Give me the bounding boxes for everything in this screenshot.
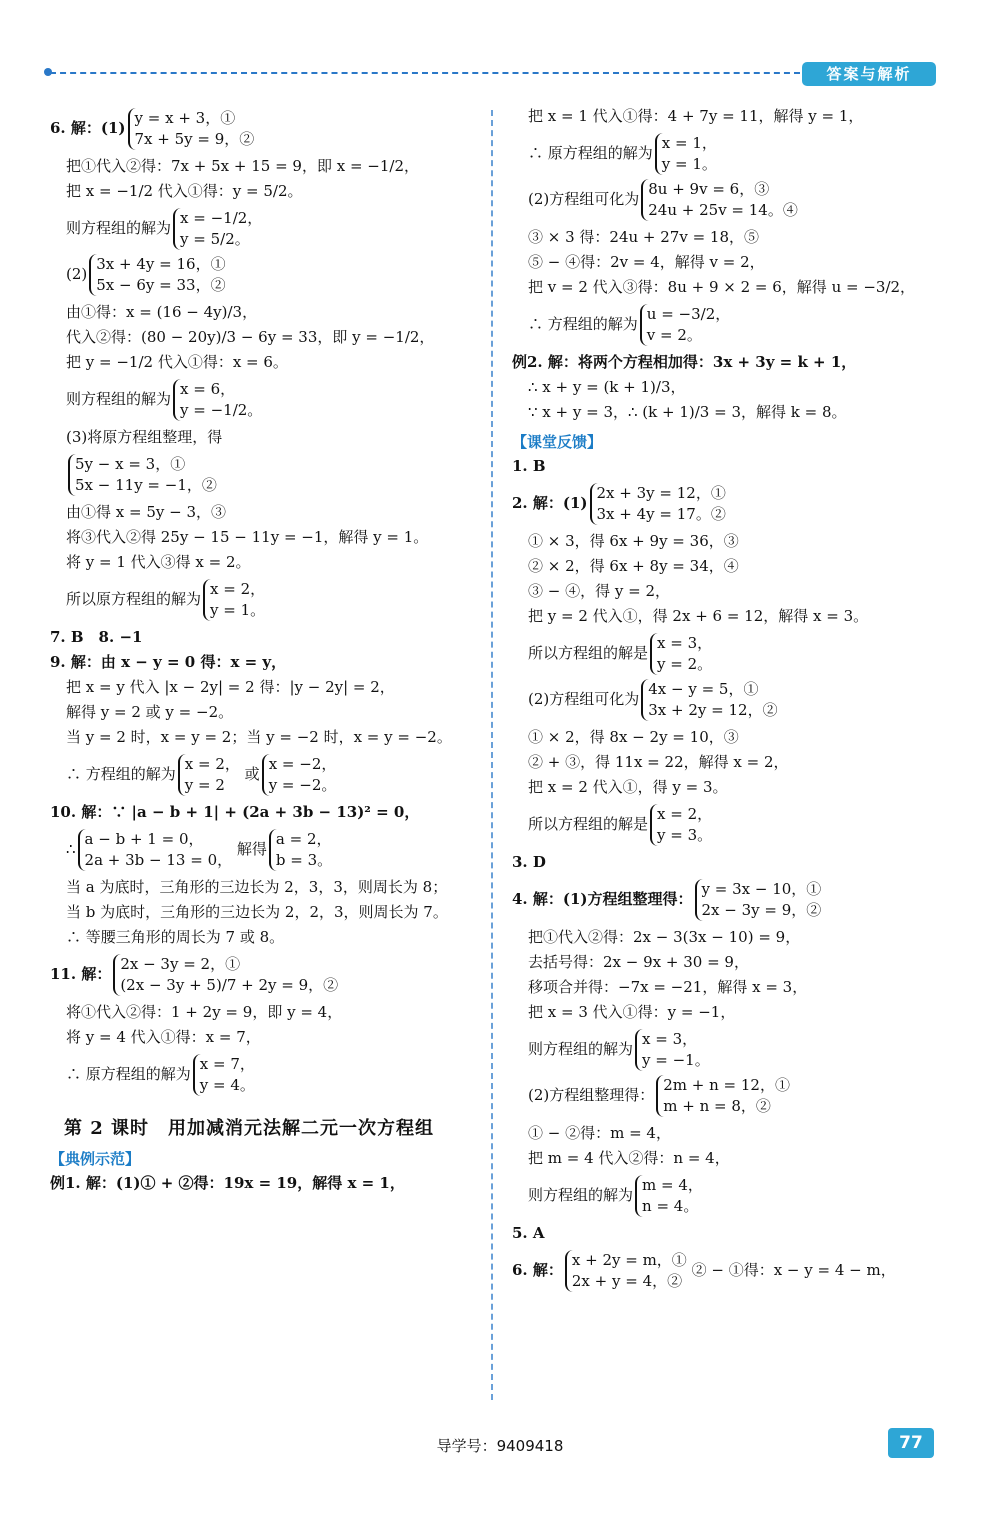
system: x = 2， y = 2 [178, 754, 240, 796]
step: 把 x = 2 代入①，得 y = 3。 [528, 778, 728, 796]
system: 3x + 4y = 16，① 5x − 6y = 33，② [89, 254, 225, 296]
system: x + 2y = m，① 2x + y = 4，② [565, 1250, 687, 1292]
step: 将①代入②得：1 + 2y = 9，即 y = 4， [66, 1003, 343, 1021]
problem-10: 10. 解：∵ |a − b + 1| + (2a + 3b − 13)² = 0， [50, 803, 420, 821]
system-block: (2)方程组整理得： 2m + n = 12，① m + n = 8，② [528, 1076, 790, 1115]
system: a − b + 1 = 0， 2a + 3b − 13 = 0， [78, 829, 233, 871]
result: ∴ 原方程组的解为 x = 7， y = 4。 [66, 1055, 255, 1094]
problem-6-1: 6. 解：(1) y = x + 3，① 7x + 5y = 9，② [50, 109, 255, 148]
system-block: ∴ a − b + 1 = 0， 2a + 3b − 13 = 0， 解得 a = 2， b = 3。 [66, 830, 333, 869]
problem-2-1: 2. 解：(1) 2x + 3y = 12，① 3x + 4y = 17。② [512, 484, 726, 523]
header-rule [50, 72, 800, 74]
problem-11: 11. 解： 2x − 3y = 2，① (2x − 3y + 5)/7 + 2y = 9，② [50, 955, 339, 994]
problem-9: 9. 解：由 x − y = 0 得：x = y， [50, 653, 287, 671]
system: x = 2， y = 1。 [203, 579, 265, 621]
step: 将 y = 1 代入③得 x = 2。 [66, 553, 251, 571]
system: u = −3/2， v = 2。 [640, 304, 730, 346]
header-badge: 答案与解析 [802, 62, 936, 86]
step: ① × 3，得 6x + 9y = 36，③ [528, 532, 739, 550]
result: 则方程组的解为 x = −1/2， y = 5/2。 [66, 209, 263, 248]
step: 把 y = 2 代入①，得 2x + 6 = 12，解得 x = 3。 [528, 607, 869, 625]
step: 当 a 为底时，三角形的三边长为 2，3，3，则周长为 8； [66, 878, 448, 896]
problem-4-1: 4. 解：(1)方程组整理得： y = 3x − 10，① 2x − 3y = 9，② [512, 880, 822, 919]
right-column [512, 104, 952, 1296]
column-divider [491, 110, 493, 1400]
result: 则方程组的解为 m = 4， n = 4。 [528, 1176, 703, 1215]
step: 当 y = 2 时，x = y = 2；当 y = −2 时，x = y = −2。 [66, 728, 452, 746]
step: 把 x = −1/2 代入①得：y = 5/2。 [66, 182, 303, 200]
step: ① × 2，得 8x − 2y = 10，③ [528, 728, 739, 746]
result: ∴ 原方程组的解为 x = 1， y = 1。 [528, 134, 717, 173]
step: 把 m = 4 代入②得：n = 4， [528, 1149, 730, 1167]
result: 所以方程组的解是 x = 2， y = 3。 [528, 805, 713, 844]
section-tag: 【典例示范】 [50, 1150, 141, 1168]
step: ∵ x + y = 3，∴ (k + 1)/3 = 3，解得 k = 8。 [528, 403, 847, 421]
system: x = −2， y = −2。 [262, 754, 337, 796]
system: 5y − x = 3，① 5x − 11y = −1，② [68, 454, 217, 496]
system: a = 2， b = 3。 [269, 829, 332, 871]
system: y = x + 3，① 7x + 5y = 9，② [128, 108, 255, 150]
step: 把 x = y 代入 |x − 2y| = 2 得：|y − 2y| = 2， [66, 678, 395, 696]
system-block: (2)方程组可化为 8u + 9v = 6，③ 24u + 25v = 14。④ [528, 180, 798, 219]
system: m = 4， n = 4。 [635, 1175, 703, 1217]
step: ③ × 3 得：24u + 27v = 18，⑤ [528, 228, 760, 246]
system: x = 2， y = 3。 [650, 804, 712, 846]
step: 把①代入②得：2x − 3(3x − 10) = 9， [528, 928, 801, 946]
example-2: 例2. 解：将两个方程相加得：3x + 3y = k + 1， [512, 353, 857, 371]
step: 将 y = 4 代入①得：x = 7， [66, 1028, 261, 1046]
section-title: 第 2 课时 用加减消元法解二元一次方程组 [64, 1118, 435, 1139]
step: ∴ x + y = (k + 1)/3， [528, 378, 686, 396]
example-1: 例1. 解：(1)① + ②得：19x = 19，解得 x = 1， [50, 1174, 405, 1192]
step: 把 v = 2 代入③得：8u + 9 × 2 = 6，解得 u = −3/2， [528, 278, 916, 296]
answer-5: 5. A [512, 1224, 545, 1242]
system-block: (2)方程组可化为 4x − y = 5，① 3x + 2y = 12，② [528, 680, 778, 719]
result: 所以方程组的解是 x = 3， y = 2。 [528, 634, 713, 673]
step: ∴ 等腰三角形的周长为 7 或 8。 [66, 928, 285, 946]
system: x = 6， y = −1/2。 [173, 379, 262, 421]
result: ∴ 方程组的解为 u = −3/2， v = 2。 [528, 305, 731, 344]
answer-1: 1. B [512, 457, 546, 475]
system: x = 3， y = 2。 [650, 633, 712, 675]
result: 则方程组的解为 x = 6， y = −1/2。 [66, 380, 263, 419]
result: 则方程组的解为 x = 3， y = −1。 [528, 1030, 710, 1069]
step: 代入②得：(80 − 20y)/3 − 6y = 33，即 y = −1/2， [66, 328, 435, 346]
system-block [50, 454, 485, 496]
step: 去括号得：2x − 9x + 30 = 9， [528, 953, 749, 971]
step: 把 x = 3 代入①得：y = −1， [528, 1003, 736, 1021]
problem-6: 6. 解： x + 2y = m，① 2x + y = 4，② ② − ①得：x − y = 4 − m， [512, 1251, 896, 1290]
step: 把①代入②得：7x + 5x + 15 = 9，即 x = −1/2， [66, 157, 419, 175]
system: 4x − y = 5，① 3x + 2y = 12，② [641, 679, 777, 721]
result: ∴ 方程组的解为 x = 2， y = 2 或 x = −2， y = −2。 [66, 755, 337, 794]
system: 2m + n = 12，① m + n = 8，② [656, 1075, 790, 1117]
step: ② × 2，得 6x + 8y = 34，④ [528, 557, 739, 575]
section-tag: 【课堂反馈】 [512, 433, 603, 451]
page-number: 77 [888, 1428, 934, 1458]
step: (3)将原方程组整理，得 [66, 428, 223, 446]
step: 由①得：x = (16 − 4y)/3， [66, 303, 258, 321]
left-column [50, 104, 485, 1196]
problem-6-2: (2) 3x + 4y = 16，① 5x − 6y = 33，② [66, 255, 226, 294]
system: x = 3， y = −1。 [635, 1029, 710, 1071]
result: 所以原方程组的解为 x = 2， y = 1。 [66, 580, 266, 619]
step: 解得 y = 2 或 y = −2。 [66, 703, 234, 721]
answer-3: 3. D [512, 853, 546, 871]
system: 8u + 9v = 6，③ 24u + 25v = 14。④ [641, 179, 798, 221]
system: x = 1， y = 1。 [655, 133, 717, 175]
step: 移项合并得：−7x = −21，解得 x = 3， [528, 978, 808, 996]
system: 2x + 3y = 12，① 3x + 4y = 17。② [590, 483, 726, 525]
step: ① − ②得：m = 4， [528, 1124, 671, 1142]
step: 把 y = −1/2 代入①得：x = 6。 [66, 353, 288, 371]
step: 将③代入②得 25y − 15 − 11y = −1，解得 y = 1。 [66, 528, 429, 546]
system: 2x − 3y = 2，① (2x − 3y + 5)/7 + 2y = 9，② [113, 954, 338, 996]
step: ② + ③，得 11x = 22，解得 x = 2， [528, 753, 789, 771]
step: 把 x = 1 代入①得：4 + 7y = 11，解得 y = 1， [528, 107, 864, 125]
step: 由①得 x = 5y − 3，③ [66, 503, 226, 521]
step: ⑤ − ④得：2v = 4，解得 v = 2， [528, 253, 765, 271]
system: y = 3x − 10，① 2x − 3y = 9，② [695, 879, 822, 921]
footer-code: 导学号：9409418 [436, 1437, 564, 1455]
system: x = 7， y = 4。 [193, 1054, 255, 1096]
system: x = −1/2， y = 5/2。 [173, 208, 262, 250]
step: 当 b 为底时，三角形的三边长为 2，2，3，则周长为 7。 [66, 903, 448, 921]
step: ③ − ④，得 y = 2， [528, 582, 670, 600]
answers-7-8: 7. B 8. −1 [50, 628, 143, 646]
